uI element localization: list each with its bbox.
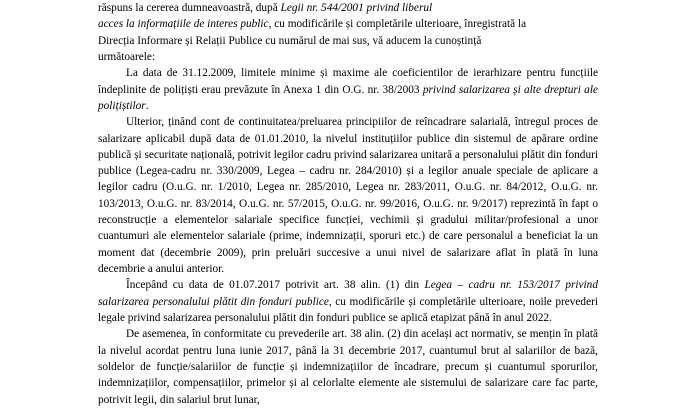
text-run-italic: acces la informațiile de interes public bbox=[98, 18, 269, 31]
text-run: Începând cu data de 01.07.2017 potrivit art. 38 alin. (1) din bbox=[126, 279, 425, 292]
text-run: La data de 31.12.2009, limitele minime și maxime ale coeficientilor de ierarhizare pentru funcțiile îndeplinite de polițiști erau prevăzute în Anexa 1 din O.G. nr. 38/2003 bbox=[98, 67, 598, 96]
paragraph-coeficienti bbox=[98, 65, 598, 114]
text-run: răspuns la cererea dumneavoastră, după bbox=[98, 2, 281, 14]
text-run: , cu modificările și completările ulterioare, noile prevederi legale privind salarizarea personalului plătit din fonduri publice se aplică etapizat până în anul 2022. bbox=[98, 295, 598, 324]
paragraph-deasemenea bbox=[98, 326, 598, 408]
paragraph-intro-2 bbox=[98, 16, 598, 32]
text-run: următoarele: bbox=[98, 50, 156, 63]
document-body bbox=[98, 0, 598, 408]
text-run: Direcția Informare și Relații Publice cu numărul de mai sus, vă aducem la cunoștință bbox=[98, 34, 482, 47]
text-run: Ulterior, ținând cont de continuitatea/preluarea principiilor de reîncadrare salarială, întregul proces de salarizare aplicabil după data de 01.01.2010, la nivelul instituțiilor publice din sistemul de apărare ordine publică și securitate națională, potrivit legilor cadru privind salarizarea unitară a personalului plătit din fonduri publice (Legea-cadru nr. 330/2009, Legea – cadru nr. 284/2010) și a legilor anuale speciale de aplicare a legilor cadru (O.u.G. nr. 1/2010, Legea nr. 285/2010, Legea nr. 283/2011, O.u.G. nr. 84/2012, O.u.G. nr. 103/2013, O.u.G. nr. 83/2014, O.u.G. nr. 57/2015, O.u.G. nr. 99/2016, O.u.G. nr. 9/2017) reprezintă în fapt o reconstrucție a elementelor salariale specifice funcției, vechimii și gradului militar/profesional a unor cuantumuri ale elementelor salariale (prime, indemnizații, sporuri etc.) de care personalul a beneficiat la un moment dat (decembrie 2009), prin preluări succesive a unui nivel de salarizare aflat în plată în luna decembrie a anului anterior. bbox=[98, 116, 598, 275]
paragraph-intro-3 bbox=[98, 33, 598, 49]
text-run: , cu modificările și completările ulterioare, înregistrată la bbox=[268, 18, 527, 31]
paragraph-intro-4 bbox=[98, 49, 598, 65]
paragraph-intro-1 bbox=[98, 0, 598, 16]
text-run: . bbox=[145, 99, 149, 112]
text-run-italic: Legii nr. 544/2001 privind liberul bbox=[280, 2, 433, 14]
text-run-italic: Legea – cadru nr. 153/2017 privind salarizarea personalului plătit din fonduri publice bbox=[98, 279, 598, 308]
paragraph-incepand bbox=[98, 277, 598, 326]
text-run: De asemenea, în conformitate cu prevederile art. 38 alin. (2) din același act normativ, se mențin în plată la nivelul acordat pentru luna iunie 2017, până la 31 decembrie 2017, cuantumul brut al salariilor de bază, soldelor de funcție/salariilor de funcție și indemnizațiilor de încadrare, precum și cuantumul sporurilor, indemnizațiilor, compensațiilor, primelor și al celorlalte elemente ale sistemului de salarizare care fac parte, potrivit legii, din salariul brut lunar, bbox=[98, 328, 598, 406]
text-run-italic: privind salarizarea și alte drepturi ale polițiștilor bbox=[98, 83, 598, 112]
paragraph-ulterior bbox=[98, 114, 598, 277]
